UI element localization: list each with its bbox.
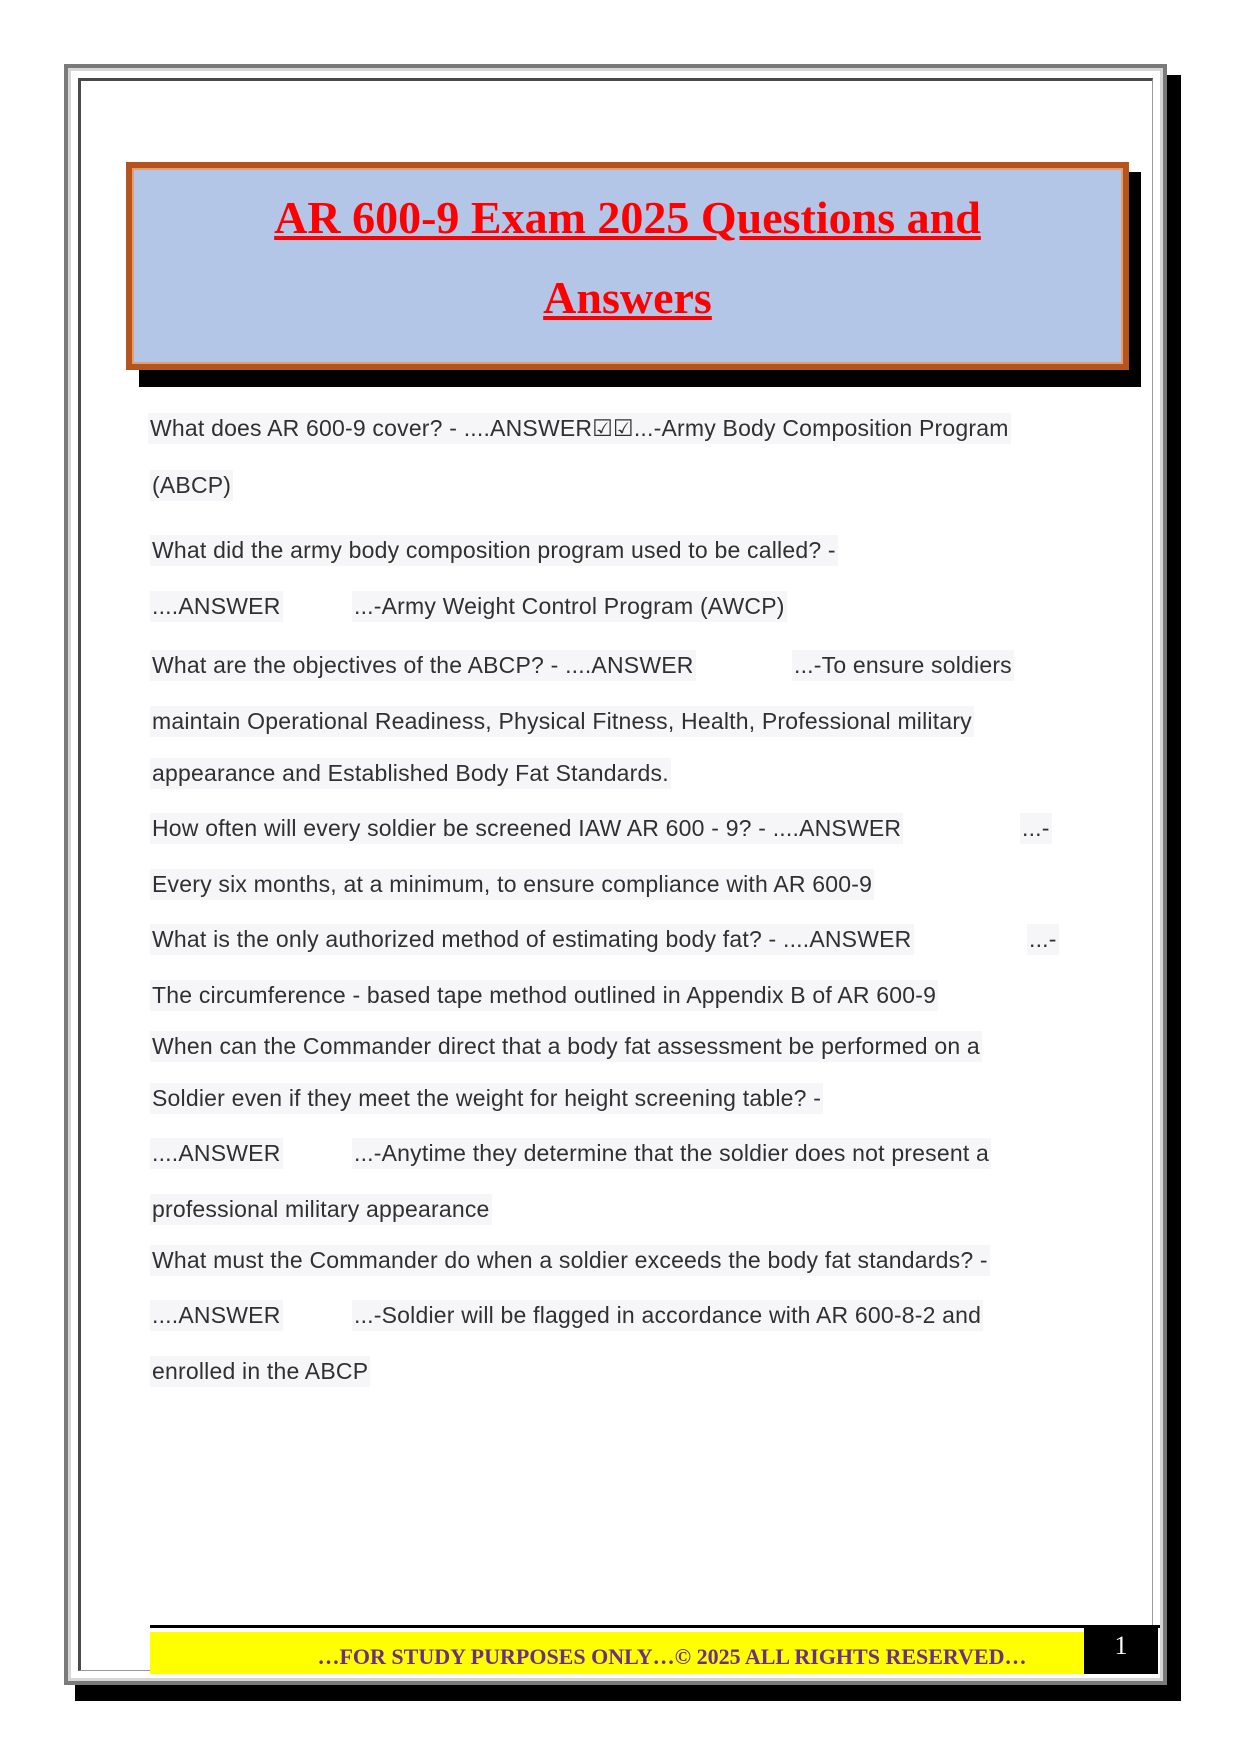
qa-line: ....ANSWER [150, 591, 283, 622]
qa-line: ...- [1027, 924, 1059, 955]
qa-line: professional military appearance [150, 1194, 492, 1225]
qa-line: ...-Anytime they determine that the soldier does not present a [352, 1138, 991, 1169]
qa-line: What does AR 600-9 cover? - ....ANSWER☑☑...-Army Body Composition Program [148, 413, 1011, 444]
qa-line: The circumference - based tape method outlined in Appendix B of AR 600-9 [150, 980, 938, 1011]
qa-line: Every six months, at a minimum, to ensure compliance with AR 600-9 [150, 869, 874, 900]
qa-line: (ABCP) [150, 470, 233, 501]
title-line-2: Answers [543, 272, 712, 323]
qa-line: What must the Commander do when a soldier exceeds the body fat standards? - [150, 1245, 990, 1276]
page-number: 1 [1084, 1626, 1158, 1674]
qa-line: What did the army body composition program used to be called? - [150, 535, 838, 566]
footer-rule [150, 1625, 1160, 1628]
qa-line: enrolled in the ABCP [150, 1356, 370, 1387]
qa-line: ....ANSWER [150, 1300, 283, 1331]
qa-line: ...- [1020, 813, 1052, 844]
qa-line: appearance and Established Body Fat Standards. [150, 758, 671, 789]
qa-line: ...-To ensure soldiers [792, 650, 1014, 681]
qa-line: When can the Commander direct that a body fat assessment be performed on a [150, 1031, 982, 1062]
footer-text: …FOR STUDY PURPOSES ONLY…© 2025 ALL RIGHTS RESERVED… [317, 1644, 1027, 1669]
qa-line: ...-Army Weight Control Program (AWCP) [352, 591, 787, 622]
qa-line: How often will every soldier be screened IAW AR 600 - 9? - ....ANSWER [150, 813, 903, 844]
footer-band [150, 1632, 1084, 1674]
qa-line: ...-Soldier will be flagged in accordance with AR 600-8-2 and [352, 1300, 983, 1331]
title-box [126, 162, 1129, 370]
qa-line: What are the objectives of the ABCP? - ....ANSWER [150, 650, 696, 681]
qa-line: maintain Operational Readiness, Physical Fitness, Health, Professional military [150, 706, 974, 737]
qa-line: What is the only authorized method of estimating body fat? - ....ANSWER [150, 924, 914, 955]
qa-line: Soldier even if they meet the weight for height screening table? - [150, 1083, 823, 1114]
title-line-1: AR 600-9 Exam 2025 Questions and [274, 192, 981, 243]
qa-line: ....ANSWER [150, 1138, 283, 1169]
